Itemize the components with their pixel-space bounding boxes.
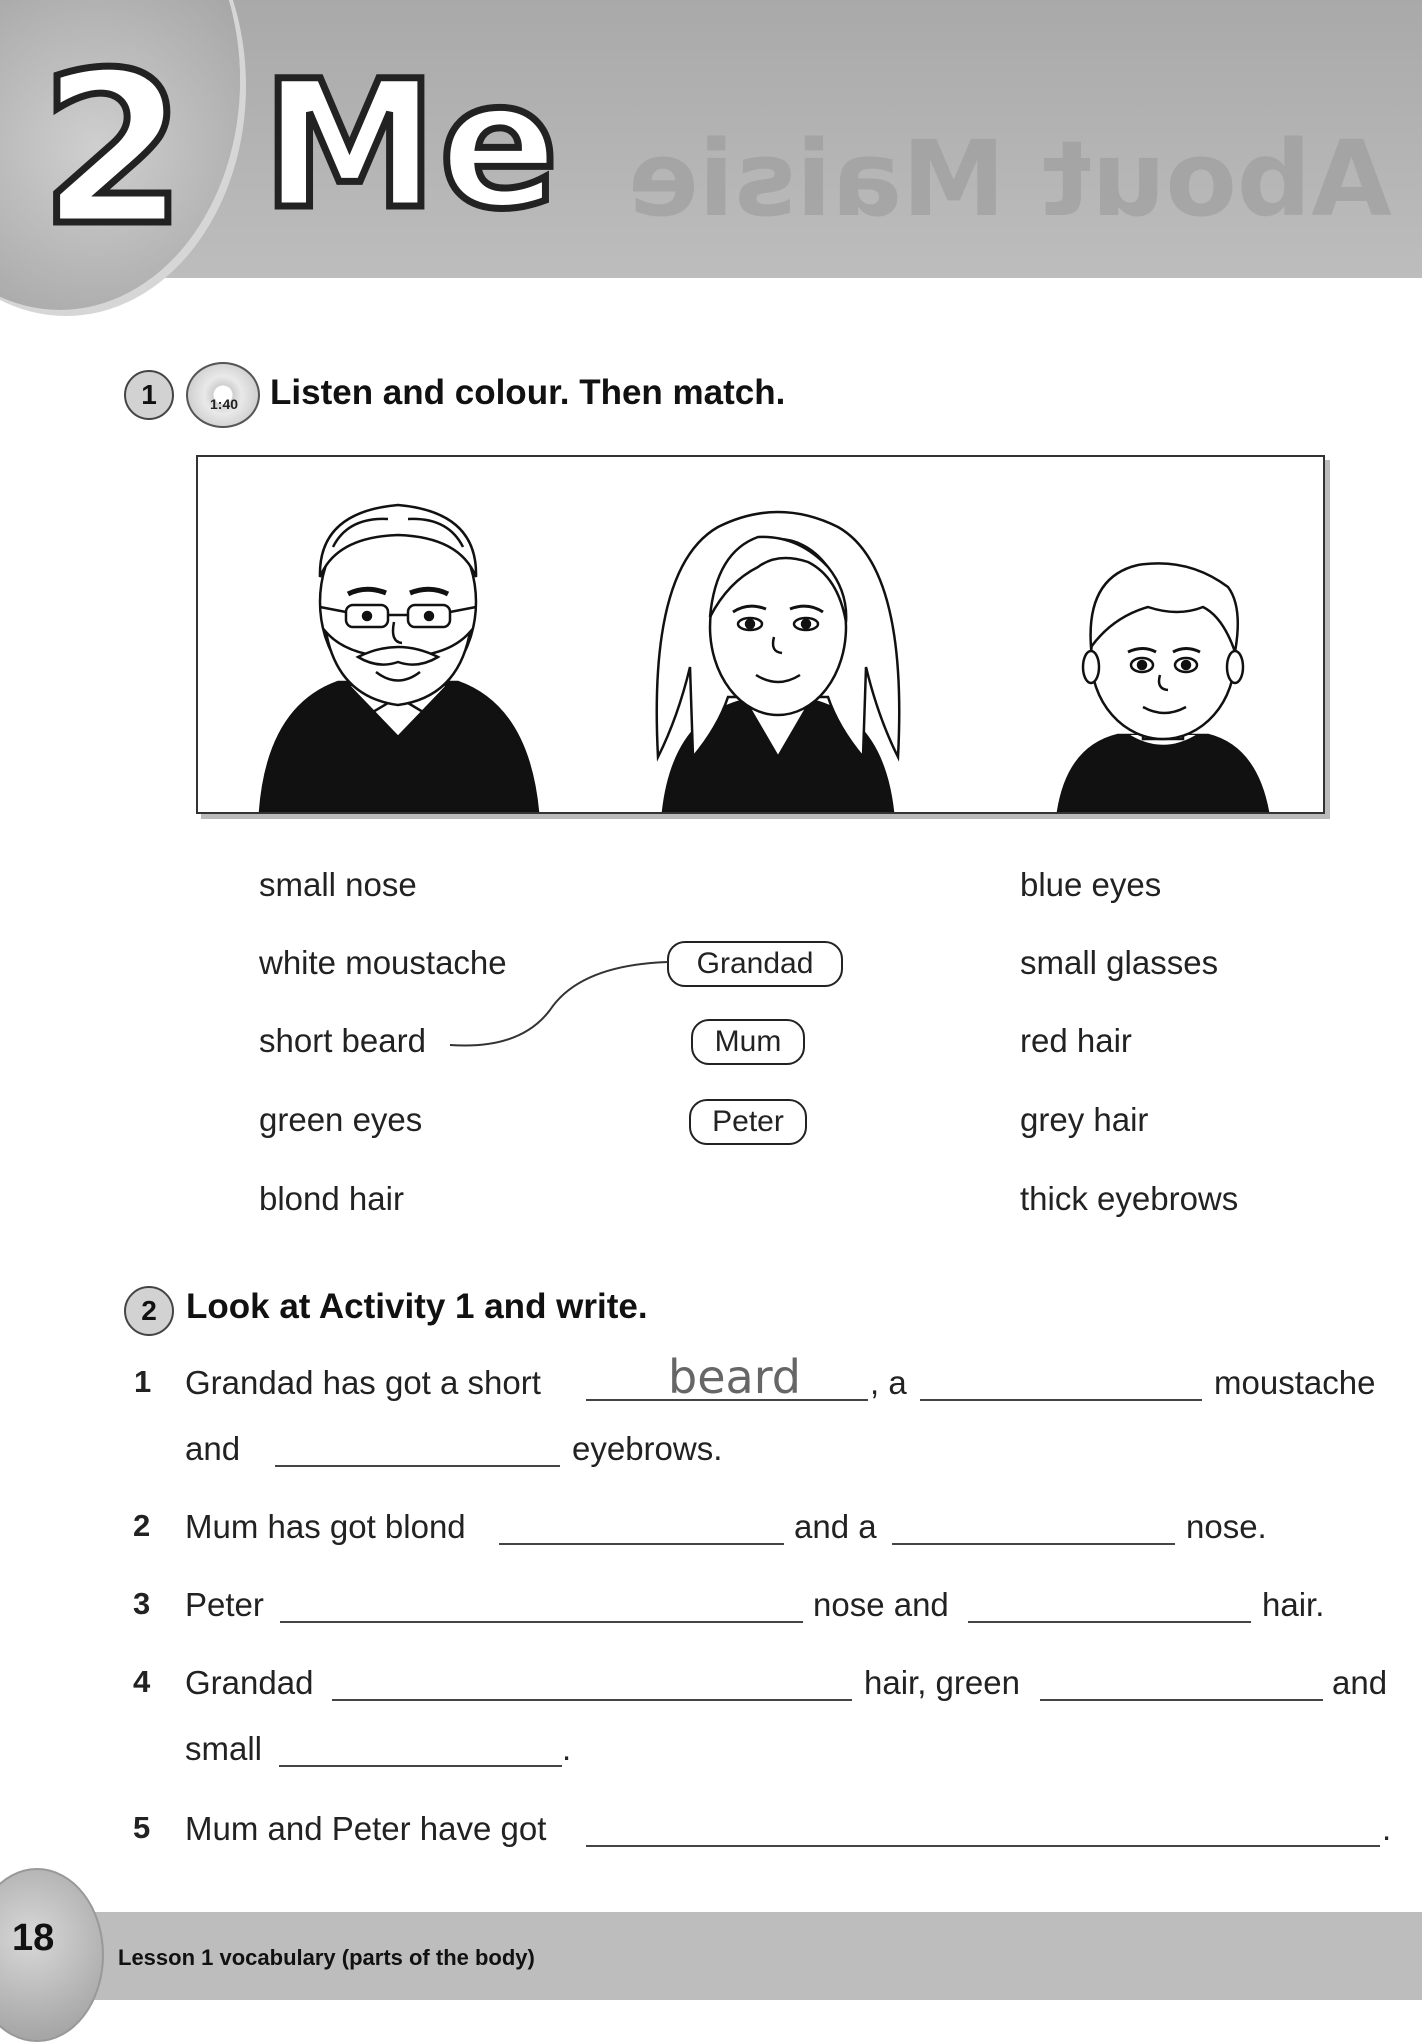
match-line (440, 950, 680, 1060)
page-number: 18 (12, 1917, 55, 1959)
item-5-number: 5 (133, 1810, 151, 1845)
right-word-1[interactable]: blue eyes (1020, 866, 1162, 903)
unit-title: Me (262, 43, 561, 248)
grandad-illustration (260, 505, 538, 812)
activity-1-instruction: Listen and colour. Then match. (270, 373, 786, 412)
item-1-blank-3[interactable] (275, 1465, 560, 1467)
item-2-blank-2[interactable] (892, 1543, 1175, 1545)
mum-illustration (657, 512, 900, 812)
item-5-text-b: . (1382, 1810, 1392, 1847)
left-word-1[interactable]: small nose (259, 866, 417, 903)
item-5-text-a: Mum and Peter have got (185, 1810, 547, 1847)
ghost-title: About Maisie (628, 118, 1392, 240)
item-1-text-b: , a (870, 1364, 907, 1401)
item-1-text-e: eyebrows. (572, 1430, 723, 1467)
lesson-label: Lesson 1 vocabulary (parts of the body) (118, 1945, 535, 1970)
name-grandad[interactable]: Grandad (667, 941, 843, 987)
item-4-text-e: . (562, 1730, 572, 1767)
item-2-text-b: and a (794, 1508, 877, 1545)
item-1-handwritten-answer: beard (668, 1350, 801, 1404)
item-4-blank-2[interactable] (1040, 1699, 1323, 1701)
item-2-text-c: nose. (1186, 1508, 1267, 1545)
item-1-text-a: Grandad has got a short (185, 1364, 541, 1401)
name-mum[interactable]: Mum (691, 1019, 805, 1065)
item-1-text-d: and (185, 1430, 241, 1467)
item-4-text-b: hair, green (864, 1664, 1020, 1701)
item-3-text-b: nose and (813, 1586, 949, 1623)
left-word-5[interactable]: blond hair (259, 1180, 404, 1217)
item-2-number: 2 (133, 1508, 151, 1543)
right-word-2[interactable]: small glasses (1020, 944, 1219, 981)
activity-2-badge: 2 (124, 1286, 174, 1336)
item-3-number: 3 (133, 1586, 151, 1621)
item-4-blank-1[interactable] (332, 1699, 852, 1701)
item-3-blank-1[interactable] (280, 1621, 803, 1623)
family-portraits (196, 455, 1325, 814)
item-4-text-c: and (1332, 1664, 1388, 1701)
item-3-text-a: Peter (185, 1586, 264, 1623)
item-3-blank-2[interactable] (968, 1621, 1251, 1623)
item-3-text-c: hair. (1262, 1586, 1325, 1623)
item-1-number: 1 (134, 1364, 152, 1399)
item-1-blank-2[interactable] (920, 1399, 1202, 1401)
left-word-4[interactable]: green eyes (259, 1101, 423, 1138)
item-2-blank-1[interactable] (499, 1543, 784, 1545)
item-4-text-d: small (185, 1730, 263, 1767)
left-word-2[interactable]: white moustache (259, 944, 507, 981)
item-4-text-a: Grandad (185, 1664, 314, 1701)
peter-illustration (1058, 563, 1268, 812)
right-word-5[interactable]: thick eyebrows (1020, 1180, 1239, 1217)
right-word-3[interactable]: red hair (1020, 1022, 1132, 1059)
name-peter[interactable]: Peter (689, 1099, 807, 1145)
activity-1-badge: 1 (124, 370, 174, 420)
item-4-number: 4 (133, 1664, 151, 1699)
left-word-3[interactable]: short beard (259, 1022, 426, 1059)
item-5-blank-1[interactable] (586, 1845, 1380, 1847)
activity-2-instruction: Look at Activity 1 and write. (186, 1287, 648, 1326)
portraits-illustration (198, 457, 1323, 812)
item-2-text-a: Mum has got blond (185, 1508, 466, 1545)
item-4-blank-3[interactable] (279, 1765, 562, 1767)
audio-track-time: 1:40 (210, 396, 239, 412)
unit-number: 2 (40, 27, 187, 272)
right-word-4[interactable]: grey hair (1020, 1101, 1149, 1138)
item-1-text-c: moustache (1214, 1364, 1376, 1401)
audio-cd-icon[interactable] (186, 362, 260, 428)
